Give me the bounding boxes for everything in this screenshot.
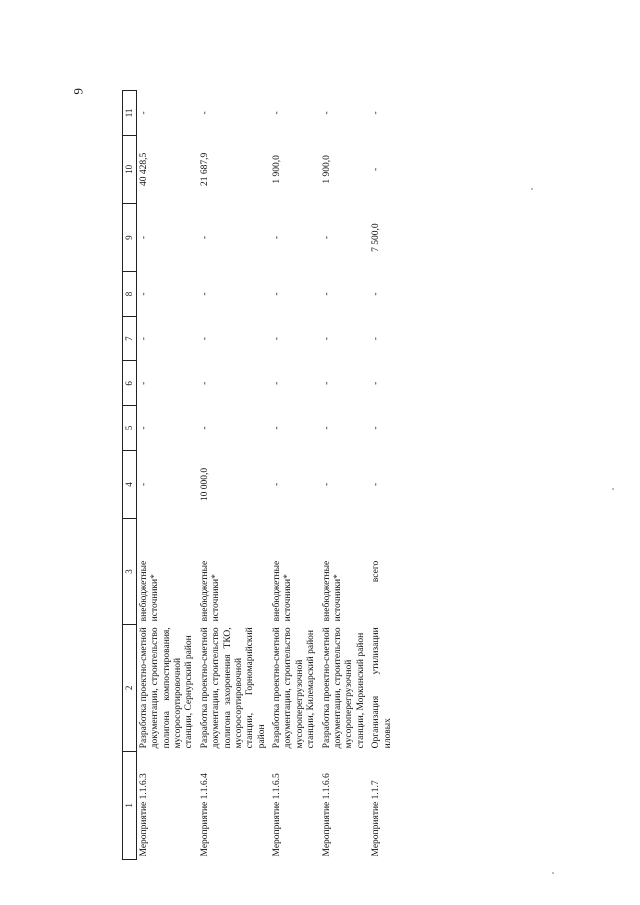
event-code: Мероприятие 1.1.6.5 — [272, 773, 283, 857]
value-col-5: - — [272, 426, 283, 430]
value-col-5: - — [321, 426, 332, 430]
scan-speck — [552, 872, 554, 874]
value-col-11: - — [371, 111, 382, 115]
column-number-3: 3 — [123, 519, 137, 625]
value-col-11: - — [138, 111, 149, 115]
column-number-11: 11 — [123, 91, 137, 136]
value-col-11: - — [272, 111, 283, 115]
funding-source: всего — [371, 560, 382, 583]
event-description: Разработка проектно-сметной документации, строительство мусороперегрузочной станции, Килемарский район — [272, 627, 317, 749]
value-col-7: - — [138, 337, 149, 341]
table-row — [136, 91, 197, 860]
event-description: Организация утилизации иловых — [371, 627, 393, 749]
scan-speck — [531, 188, 533, 190]
value-col-6: - — [138, 381, 149, 385]
table-row — [320, 91, 370, 860]
value-col-9: 7 500,0 — [371, 223, 382, 252]
value-col-5: - — [199, 426, 210, 430]
event-code: Мероприятие 1.1.6.3 — [138, 773, 149, 857]
value-col-4: 10 000,0 — [199, 467, 210, 502]
funding-source: внебюджетные источники* — [199, 560, 222, 622]
value-col-8: - — [321, 292, 332, 296]
event-description: Разработка проектно-сметной документации, строительство полигона компостирования, мусоросортировочной станции, Сернурский район — [138, 627, 195, 749]
funding-source: внебюджетные источники* — [138, 560, 161, 622]
program-activities-table — [122, 90, 396, 860]
value-col-4: - — [138, 482, 149, 487]
value-col-10: 21 687,9 — [199, 152, 210, 186]
value-col-9: - — [138, 235, 149, 240]
value-col-4: - — [321, 482, 332, 487]
funding-source: внебюджетные источники* — [272, 560, 294, 622]
value-col-11: - — [199, 111, 210, 115]
event-description: Разработка проектно-сметной документации, строительство полигона захоронения ТКО, мусоросортировочной станции, Горномарийский район — [199, 627, 267, 749]
value-col-5: - — [371, 426, 382, 430]
column-number-5: 5 — [123, 406, 137, 451]
funding-source: внебюджетные источники* — [321, 560, 344, 622]
event-code: Мероприятие 1.1.6.4 — [199, 773, 210, 857]
value-col-7: - — [272, 337, 283, 341]
column-number-header-row — [123, 91, 137, 860]
value-col-4: - — [272, 482, 283, 487]
event-code: Мероприятие 1.1.7 — [371, 780, 382, 857]
value-col-9: - — [272, 235, 283, 240]
value-col-7: - — [321, 337, 332, 341]
value-col-10: - — [371, 167, 382, 171]
page-number: 6 — [71, 88, 86, 95]
column-number-10: 10 — [123, 135, 137, 203]
column-number-2: 2 — [123, 624, 137, 751]
value-col-6: - — [371, 381, 382, 385]
value-col-10: 1 900,0 — [321, 155, 332, 184]
value-col-8: - — [371, 292, 382, 296]
column-number-8: 8 — [123, 272, 137, 317]
column-number-6: 6 — [123, 361, 137, 406]
value-col-11: - — [321, 111, 332, 115]
value-col-9: - — [199, 235, 210, 240]
table-row — [270, 91, 320, 860]
value-col-10: 1 900,0 — [272, 155, 283, 184]
value-col-6: - — [199, 381, 210, 385]
column-number-7: 7 — [123, 316, 137, 361]
column-number-4: 4 — [123, 450, 137, 518]
value-col-8: - — [138, 292, 149, 296]
table-row — [198, 91, 270, 860]
value-col-8: - — [272, 292, 283, 296]
value-col-5: - — [138, 426, 149, 430]
table-row — [369, 91, 396, 860]
value-col-4: - — [371, 482, 382, 487]
value-col-8: - — [199, 292, 210, 296]
value-col-6: - — [321, 381, 332, 385]
column-number-9: 9 — [123, 203, 137, 271]
value-col-7: - — [371, 337, 382, 341]
column-number-1: 1 — [123, 751, 137, 859]
value-col-6: - — [272, 381, 283, 385]
scan-speck — [612, 488, 614, 490]
value-col-10: 40 428,5 — [138, 152, 149, 186]
event-code: Мероприятие 1.1.6.6 — [321, 773, 332, 857]
event-description: Разработка проектно-сметной документации, строительство мусороперегрузочной станции, Моркинский район — [321, 627, 366, 749]
value-col-9: - — [321, 235, 332, 240]
value-col-7: - — [199, 337, 210, 341]
